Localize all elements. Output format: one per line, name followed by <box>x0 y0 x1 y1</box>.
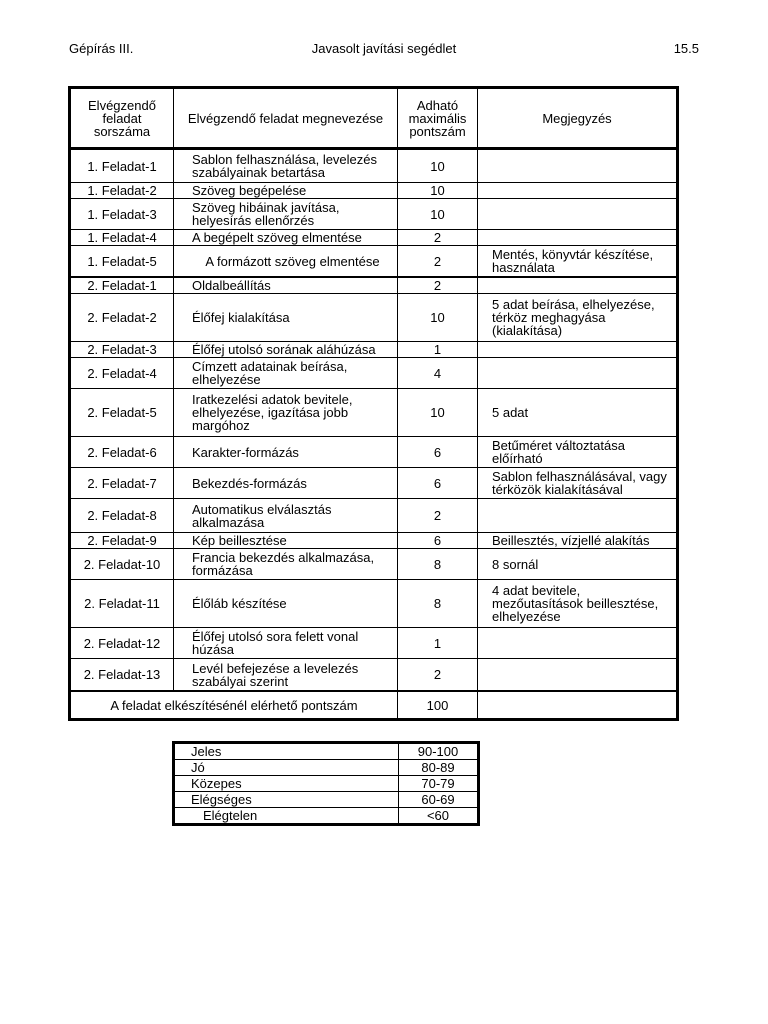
max-points-cell: 10 <box>398 199 478 230</box>
grade-range-cell: <60 <box>399 808 479 825</box>
task-number-cell: 1. Feladat-3 <box>70 199 174 230</box>
task-name-cell: Karakter-formázás <box>174 437 398 468</box>
table-row <box>70 149 678 183</box>
header-subject: Gépírás III. <box>69 41 134 56</box>
max-points-cell: 2 <box>398 499 478 533</box>
note-cell: Betűméret változtatása előírható <box>478 437 678 468</box>
grade-name-cell: Elégtelen <box>174 808 399 825</box>
max-points-cell: 1 <box>398 342 478 358</box>
grade-row <box>174 808 479 825</box>
note-cell <box>478 659 678 692</box>
max-points-cell: 10 <box>398 183 478 199</box>
task-name-cell: Bekezdés-formázás <box>174 468 398 499</box>
note-cell: 8 sornál <box>478 549 678 580</box>
task-number-cell: 2. Feladat-11 <box>70 580 174 628</box>
grade-range-cell: 70-79 <box>399 776 479 792</box>
max-points-cell: 4 <box>398 358 478 389</box>
task-number-cell: 2. Feladat-12 <box>70 628 174 659</box>
total-label: A feladat elkészítésénél elérhető pontszám <box>70 691 398 720</box>
max-points-cell: 2 <box>398 230 478 246</box>
total-note-cell <box>478 691 678 720</box>
note-cell <box>478 628 678 659</box>
note-cell <box>478 358 678 389</box>
table-row <box>70 230 678 246</box>
header-title: Javasolt javítási segédlet <box>311 41 457 56</box>
grade-name-cell: Jeles <box>174 743 399 760</box>
grade-row <box>174 743 479 760</box>
grade-name-cell: Közepes <box>174 776 399 792</box>
task-number-cell: 2. Feladat-3 <box>70 342 174 358</box>
table-row <box>70 342 678 358</box>
note-cell <box>478 230 678 246</box>
max-points-cell: 6 <box>398 468 478 499</box>
task-number-cell: 2. Feladat-4 <box>70 358 174 389</box>
table-row <box>70 659 678 692</box>
task-number-cell: 2. Feladat-10 <box>70 549 174 580</box>
task-name-cell: Automatikus elválasztás alkalmazása <box>174 499 398 533</box>
note-cell <box>478 277 678 294</box>
table-row <box>70 183 678 199</box>
total-row <box>70 691 678 720</box>
task-number-cell: 1. Feladat-1 <box>70 149 174 183</box>
task-number-cell: 2. Feladat-8 <box>70 499 174 533</box>
table-row <box>70 533 678 549</box>
note-cell: 5 adat <box>478 389 678 437</box>
table-row <box>70 294 678 342</box>
max-points-cell: 10 <box>398 149 478 183</box>
table-row <box>70 358 678 389</box>
table-header-row <box>70 88 678 149</box>
grade-range-cell: 60-69 <box>399 792 479 808</box>
task-number-cell: 2. Feladat-9 <box>70 533 174 549</box>
task-name-cell: A begépelt szöveg elmentése <box>174 230 398 246</box>
column-header-note: Megjegyzés <box>478 88 678 149</box>
task-name-cell: Élőláb készítése <box>174 580 398 628</box>
task-name-cell: Élőfej utolsó sora felett vonal húzása <box>174 628 398 659</box>
table-row <box>70 389 678 437</box>
grade-name-cell: Jó <box>174 760 399 776</box>
max-points-cell: 10 <box>398 294 478 342</box>
note-cell: 5 adat beírása, elhelyezése, térköz meghagyása (kialakítása) <box>478 294 678 342</box>
note-cell: 4 adat bevitele, mezőutasítások beillesztése, elhelyezése <box>478 580 678 628</box>
max-points-cell: 2 <box>398 277 478 294</box>
max-points-cell: 2 <box>398 246 478 278</box>
note-cell <box>478 183 678 199</box>
max-points-cell: 8 <box>398 580 478 628</box>
task-name-cell: Címzett adatainak beírása, elhelyezése <box>174 358 398 389</box>
task-number-cell: 2. Feladat-2 <box>70 294 174 342</box>
task-number-cell: 2. Feladat-7 <box>70 468 174 499</box>
task-name-cell: Oldalbeállítás <box>174 277 398 294</box>
task-name-cell: Sablon felhasználása, levelezés szabályainak betartása <box>174 149 398 183</box>
grade-scale-table <box>172 741 480 826</box>
max-points-cell: 1 <box>398 628 478 659</box>
max-points-cell: 6 <box>398 533 478 549</box>
note-cell: Mentés, könyvtár készítése, használata <box>478 246 678 278</box>
note-cell <box>478 342 678 358</box>
task-name-cell: Francia bekezdés alkalmazása, formázása <box>174 549 398 580</box>
max-points-cell: 6 <box>398 437 478 468</box>
task-number-cell: 2. Feladat-5 <box>70 389 174 437</box>
table-row <box>70 468 678 499</box>
task-name-cell: Élőfej kialakítása <box>174 294 398 342</box>
total-points: 100 <box>398 691 478 720</box>
grade-row <box>174 792 479 808</box>
table-row <box>70 437 678 468</box>
max-points-cell: 8 <box>398 549 478 580</box>
note-cell: Sablon felhasználásával, vagy térközök kialakításával <box>478 468 678 499</box>
note-cell: Beillesztés, vízjellé alakítás <box>478 533 678 549</box>
note-cell <box>478 499 678 533</box>
max-points-cell: 2 <box>398 659 478 692</box>
grade-name-cell: Elégséges <box>174 792 399 808</box>
task-number-cell: 1. Feladat-4 <box>70 230 174 246</box>
task-name-cell: Szöveg begépelése <box>174 183 398 199</box>
task-number-cell: 1. Feladat-5 <box>70 246 174 278</box>
task-name-cell: A formázott szöveg elmentése <box>174 246 398 278</box>
table-row <box>70 199 678 230</box>
task-number-cell: 2. Feladat-6 <box>70 437 174 468</box>
table-row <box>70 628 678 659</box>
table-row <box>70 549 678 580</box>
grade-range-cell: 80-89 <box>399 760 479 776</box>
scoring-table <box>68 86 679 721</box>
grade-row <box>174 776 479 792</box>
task-name-cell: Szöveg hibáinak javítása, helyesírás ellenőrzés <box>174 199 398 230</box>
grade-row <box>174 760 479 776</box>
task-number-cell: 2. Feladat-13 <box>70 659 174 692</box>
task-number-cell: 2. Feladat-1 <box>70 277 174 294</box>
column-header-task-name: Elvégzendő feladat megnevezése <box>174 88 398 149</box>
note-cell <box>478 149 678 183</box>
task-number-cell: 1. Feladat-2 <box>70 183 174 199</box>
task-name-cell: Iratkezelési adatok bevitele, elhelyezése, igazítása jobb margóhoz <box>174 389 398 437</box>
header-page-number: 15.5 <box>673 41 699 56</box>
column-header-task-number: Elvégzendő feladat sorszáma <box>70 88 174 149</box>
column-header-max-points: Adható maximális pontszám <box>398 88 478 149</box>
task-name-cell: Levél befejezése a levelezés szabályai szerint <box>174 659 398 692</box>
task-name-cell: Élőfej utolsó sorának aláhúzása <box>174 342 398 358</box>
task-name-cell: Kép beillesztése <box>174 533 398 549</box>
max-points-cell: 10 <box>398 389 478 437</box>
grade-range-cell: 90-100 <box>399 743 479 760</box>
table-row <box>70 277 678 294</box>
table-row <box>70 246 678 278</box>
table-row <box>70 580 678 628</box>
note-cell <box>478 199 678 230</box>
table-row <box>70 499 678 533</box>
